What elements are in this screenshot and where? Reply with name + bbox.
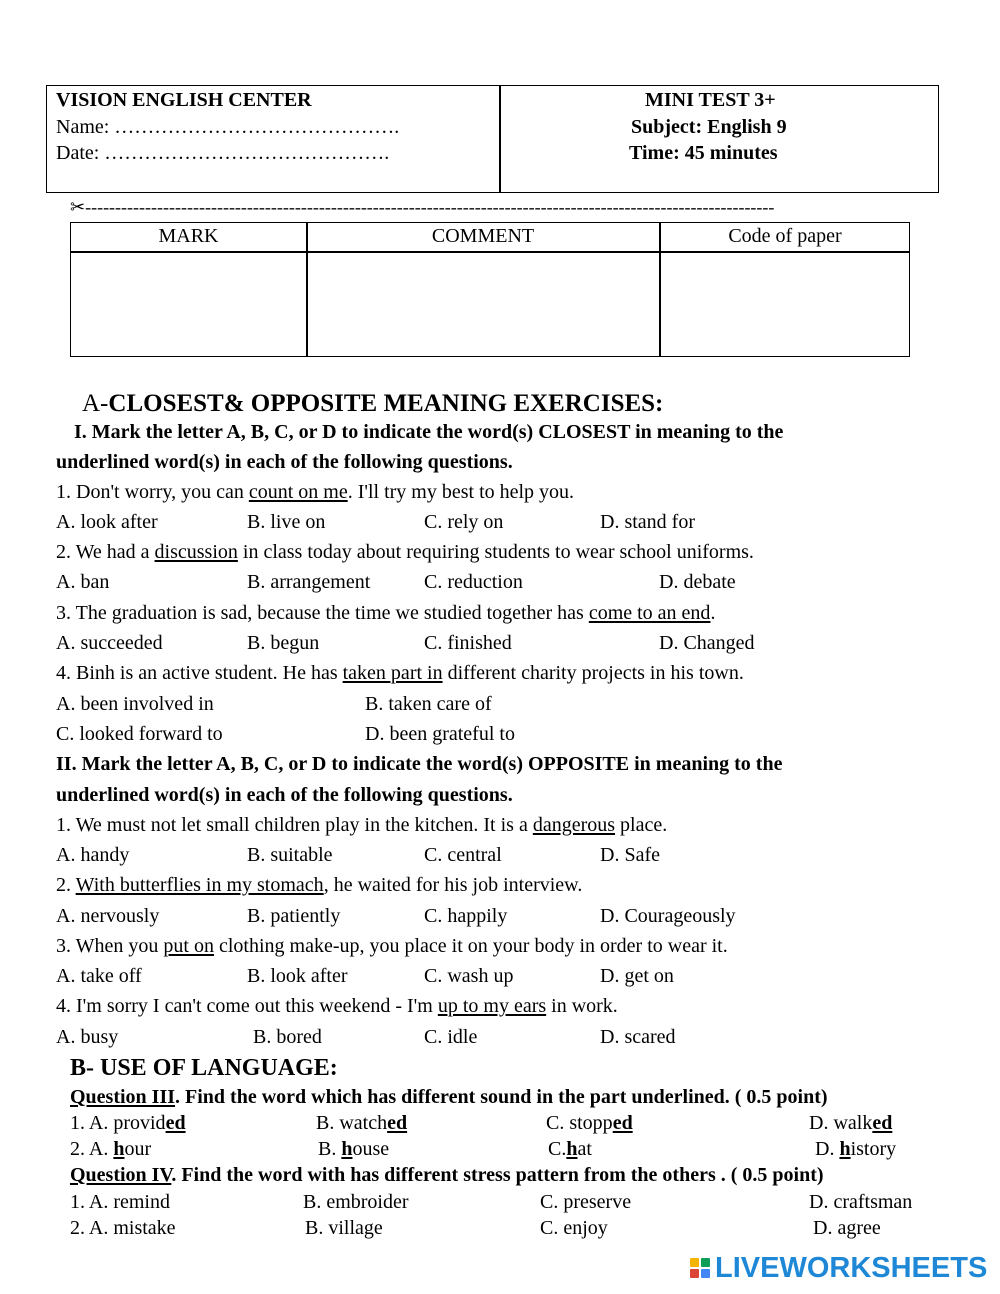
part2-instruction-1: II. Mark the letter A, B, C, or D to indicate the word(s) OPPOSITE in meaning to the: [56, 753, 783, 775]
option-a: A. been involved in: [56, 693, 214, 715]
q3-1-option-b: B. watched: [316, 1112, 408, 1134]
option-d: D. been grateful to: [365, 723, 515, 745]
option-c: C. rely on: [424, 511, 504, 533]
option-d: D. Courageously: [600, 905, 736, 927]
q4-2-option-c: C. enjoy: [540, 1217, 608, 1239]
q4-2-option-a: 2. A. mistake: [70, 1217, 176, 1239]
comment-header: COMMENT: [431, 225, 535, 247]
question-iii-heading: Question III. Find the word which has different sound in the part underlined. ( 0.5 point): [70, 1086, 828, 1108]
option-b: B. arrangement: [247, 571, 371, 593]
q4-1-option-b: B. embroider: [303, 1191, 409, 1213]
option-d: D. Safe: [600, 844, 660, 866]
option-a: A. ban: [56, 571, 110, 593]
question-4: 4. Binh is an active student. He has taken part in different charity projects in his town.: [56, 662, 744, 684]
logo-text: LIVEWORKSHEETS: [715, 1251, 988, 1284]
mark-header: MARK: [158, 225, 219, 247]
question-1: 1. Don't worry, you can count on me. I'll try my best to help you.: [56, 481, 575, 503]
option-b: B. live on: [247, 511, 326, 533]
question-3: 3. The graduation is sad, because the time we studied together has come to an end.: [56, 602, 716, 624]
option-d: D. Changed: [659, 632, 755, 654]
option-d: D. debate: [659, 571, 736, 593]
q4-1-option-c: C. preserve: [540, 1191, 632, 1213]
time-line: Time: 45 minutes: [629, 142, 778, 164]
question-iv-heading: Question IV. Find the word with has different stress pattern from the others . ( 0.5 point): [70, 1164, 824, 1186]
option-d: D. scared: [600, 1026, 676, 1048]
option-c: C. idle: [424, 1026, 478, 1048]
liveworksheets-logo: [690, 1252, 987, 1284]
option-a: A. take off: [56, 965, 142, 987]
option-d: D. stand for: [600, 511, 695, 533]
option-a: A. nervously: [56, 905, 160, 927]
question-7: 3. When you put on clothing make-up, you place it on your body in order to wear it.: [56, 935, 728, 957]
question-6: 2. With butterflies in my stomach, he waited for his job interview.: [56, 874, 583, 896]
option-a: A. busy: [56, 1026, 119, 1048]
option-c: C. wash up: [424, 965, 514, 987]
option-b: B. patiently: [247, 905, 341, 927]
q3-2-option-b: B. house: [318, 1138, 390, 1160]
option-a: A. look after: [56, 511, 158, 533]
q4-1-option-a: 1. A. remind: [70, 1191, 170, 1213]
q3-2-option-a: 2. A. hour: [70, 1138, 152, 1160]
option-c: C. finished: [424, 632, 512, 654]
q4-1-option-d: D. craftsman: [809, 1191, 913, 1213]
center-name: VISION ENGLISH CENTER: [56, 89, 312, 111]
q3-2-option-c: C.hat: [548, 1138, 592, 1160]
code-header: Code of paper: [728, 225, 842, 247]
q3-2-option-d: D. history: [815, 1138, 897, 1160]
question-8: 4. I'm sorry I can't come out this weekend - I'm up to my ears in work.: [56, 995, 618, 1017]
option-a: A. handy: [56, 844, 130, 866]
mark-table: [70, 222, 910, 357]
option-c: C. looked forward to: [56, 723, 223, 745]
q3-1-option-c: C. stopped: [546, 1112, 633, 1134]
scissors-cut-line: ✂-------------------------------------------------------------------------------------------------------------------: [70, 197, 775, 217]
option-b: B. suitable: [247, 844, 333, 866]
name-line: Name: …………………………………….: [56, 116, 400, 138]
option-b: B. look after: [247, 965, 348, 987]
option-b: B. begun: [247, 632, 320, 654]
date-line: Date: …………………………………….: [56, 142, 390, 164]
header-divider: [499, 86, 501, 192]
option-c: C. happily: [424, 905, 508, 927]
test-title: MINI TEST 3+: [645, 89, 776, 111]
option-a: A. succeeded: [56, 632, 163, 654]
option-b: B. taken care of: [365, 693, 492, 715]
part2-instruction-2: underlined word(s) in each of the following questions.: [56, 784, 513, 806]
option-d: D. get on: [600, 965, 674, 987]
question-5: 1. We must not let small children play in the kitchen. It is a dangerous place.: [56, 814, 668, 836]
section-a-title: A-CLOSEST& OPPOSITE MEANING EXERCISES:: [82, 390, 664, 417]
header-box: [46, 85, 939, 193]
q4-2-option-d: D. agree: [813, 1217, 881, 1239]
part1-instruction-1: I. Mark the letter A, B, C, or D to indicate the word(s) CLOSEST in meaning to the: [74, 421, 784, 443]
option-c: C. reduction: [424, 571, 523, 593]
q4-2-option-b: B. village: [305, 1217, 383, 1239]
question-2: 2. We had a discussion in class today about requiring students to wear school uniforms.: [56, 541, 754, 563]
section-b-title: B- USE OF LANGUAGE:: [70, 1055, 338, 1081]
q3-1-option-a: 1. A. provided: [70, 1112, 186, 1134]
logo-grid-icon: [690, 1258, 710, 1278]
option-b: B. bored: [253, 1026, 322, 1048]
subject-line: Subject: English 9: [631, 116, 787, 138]
option-c: C. central: [424, 844, 502, 866]
part1-instruction-2: underlined word(s) in each of the following questions.: [56, 451, 513, 473]
q3-1-option-d: D. walked: [809, 1112, 893, 1134]
